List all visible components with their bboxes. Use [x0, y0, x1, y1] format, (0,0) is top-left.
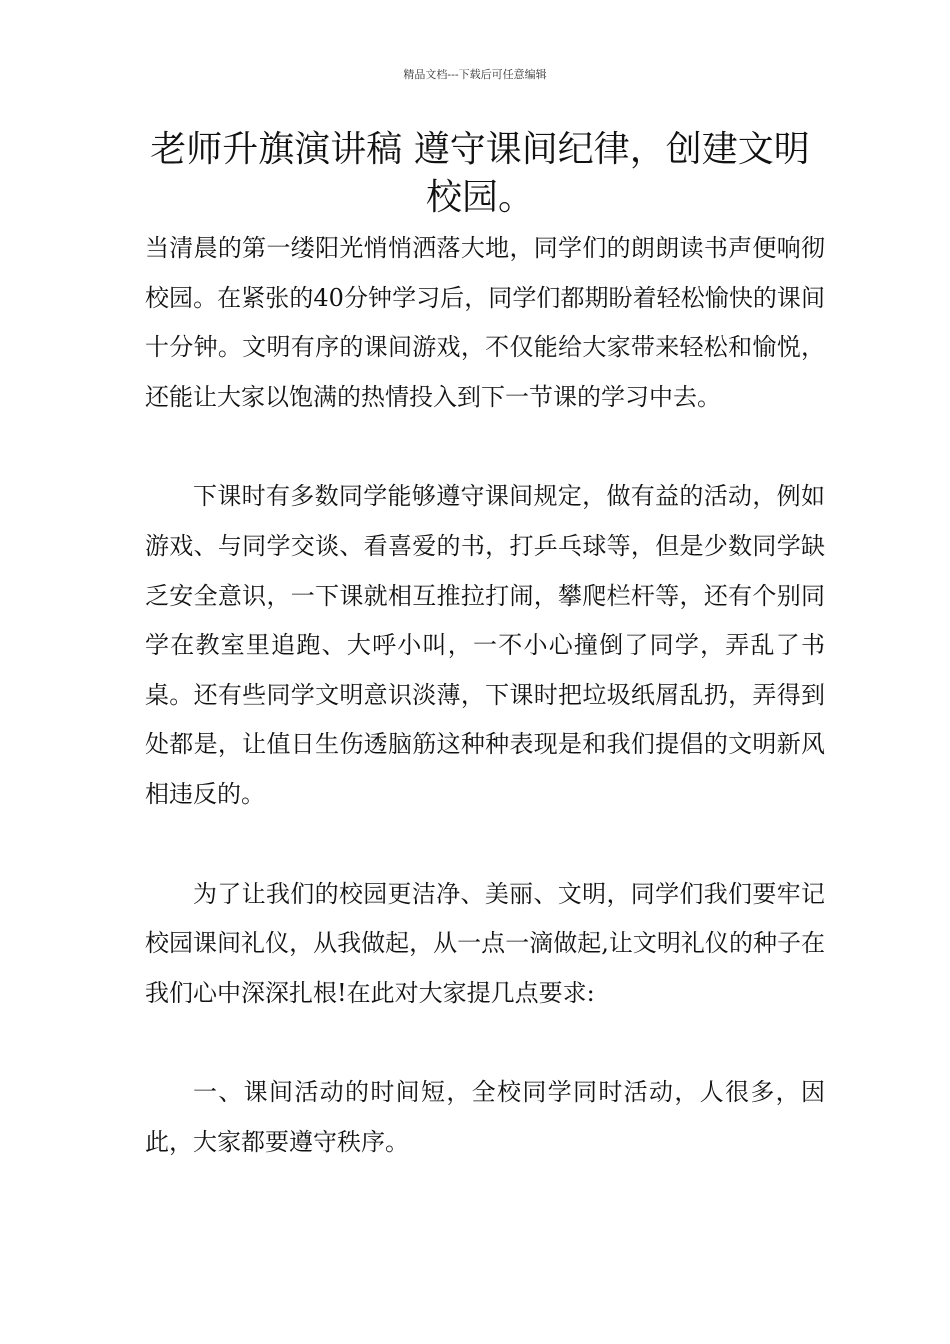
- paragraph-3: 为了让我们的校园更洁净、美丽、文明，同学们我们要牢记校园课间礼仪，从我做起，从一点一滴做起,让文明礼仪的种子在我们心中深深扎根!在此对大家提几点要求:: [145, 879, 825, 1007]
- document-body: [145, 224, 825, 1168]
- paragraph-1: 当清晨的第一缕阳光悄悄洒落大地，同学们的朗朗读书声便响彻校园。在紧张的40分钟学习后，同学们都期盼着轻松愉快的课间十分钟。文明有序的课间游戏，不仅能给大家带来轻松和愉悦，还能让大家以饱满的热情投入到下一节课的学习中去。: [145, 234, 825, 411]
- paragraph-2: 下课时有多数同学能够遵守课间规定，做有益的活动，例如游戏、与同学交谈、看喜爱的书，打乒乓球等，但是少数同学缺乏安全意识，一下课就相互推拉打闹，攀爬栏杆等，还有个别同学在教室里追跑、大呼小叫，一不小心撞倒了同学，弄乱了书桌。还有些同学文明意识淡薄，下课时把垃圾纸屑乱扔，弄得到处都是，让值日生伤透脑筋这种种表现是和我们提倡的文明新风相违反的。: [145, 482, 825, 808]
- page-title: 老师升旗演讲稿 遵守课间纪律，创建文明校园。: [150, 129, 810, 218]
- paragraph-4: 一、课间活动的时间短，全校同学同时活动，人很多，因此，大家都要遵守秩序。: [145, 1078, 825, 1156]
- header-note: 精品文档---下载后可任意编辑: [403, 68, 547, 81]
- paragraph-gap: [145, 1018, 825, 1068]
- paragraph-gap: [145, 422, 825, 472]
- paragraph-gap: [145, 820, 825, 870]
